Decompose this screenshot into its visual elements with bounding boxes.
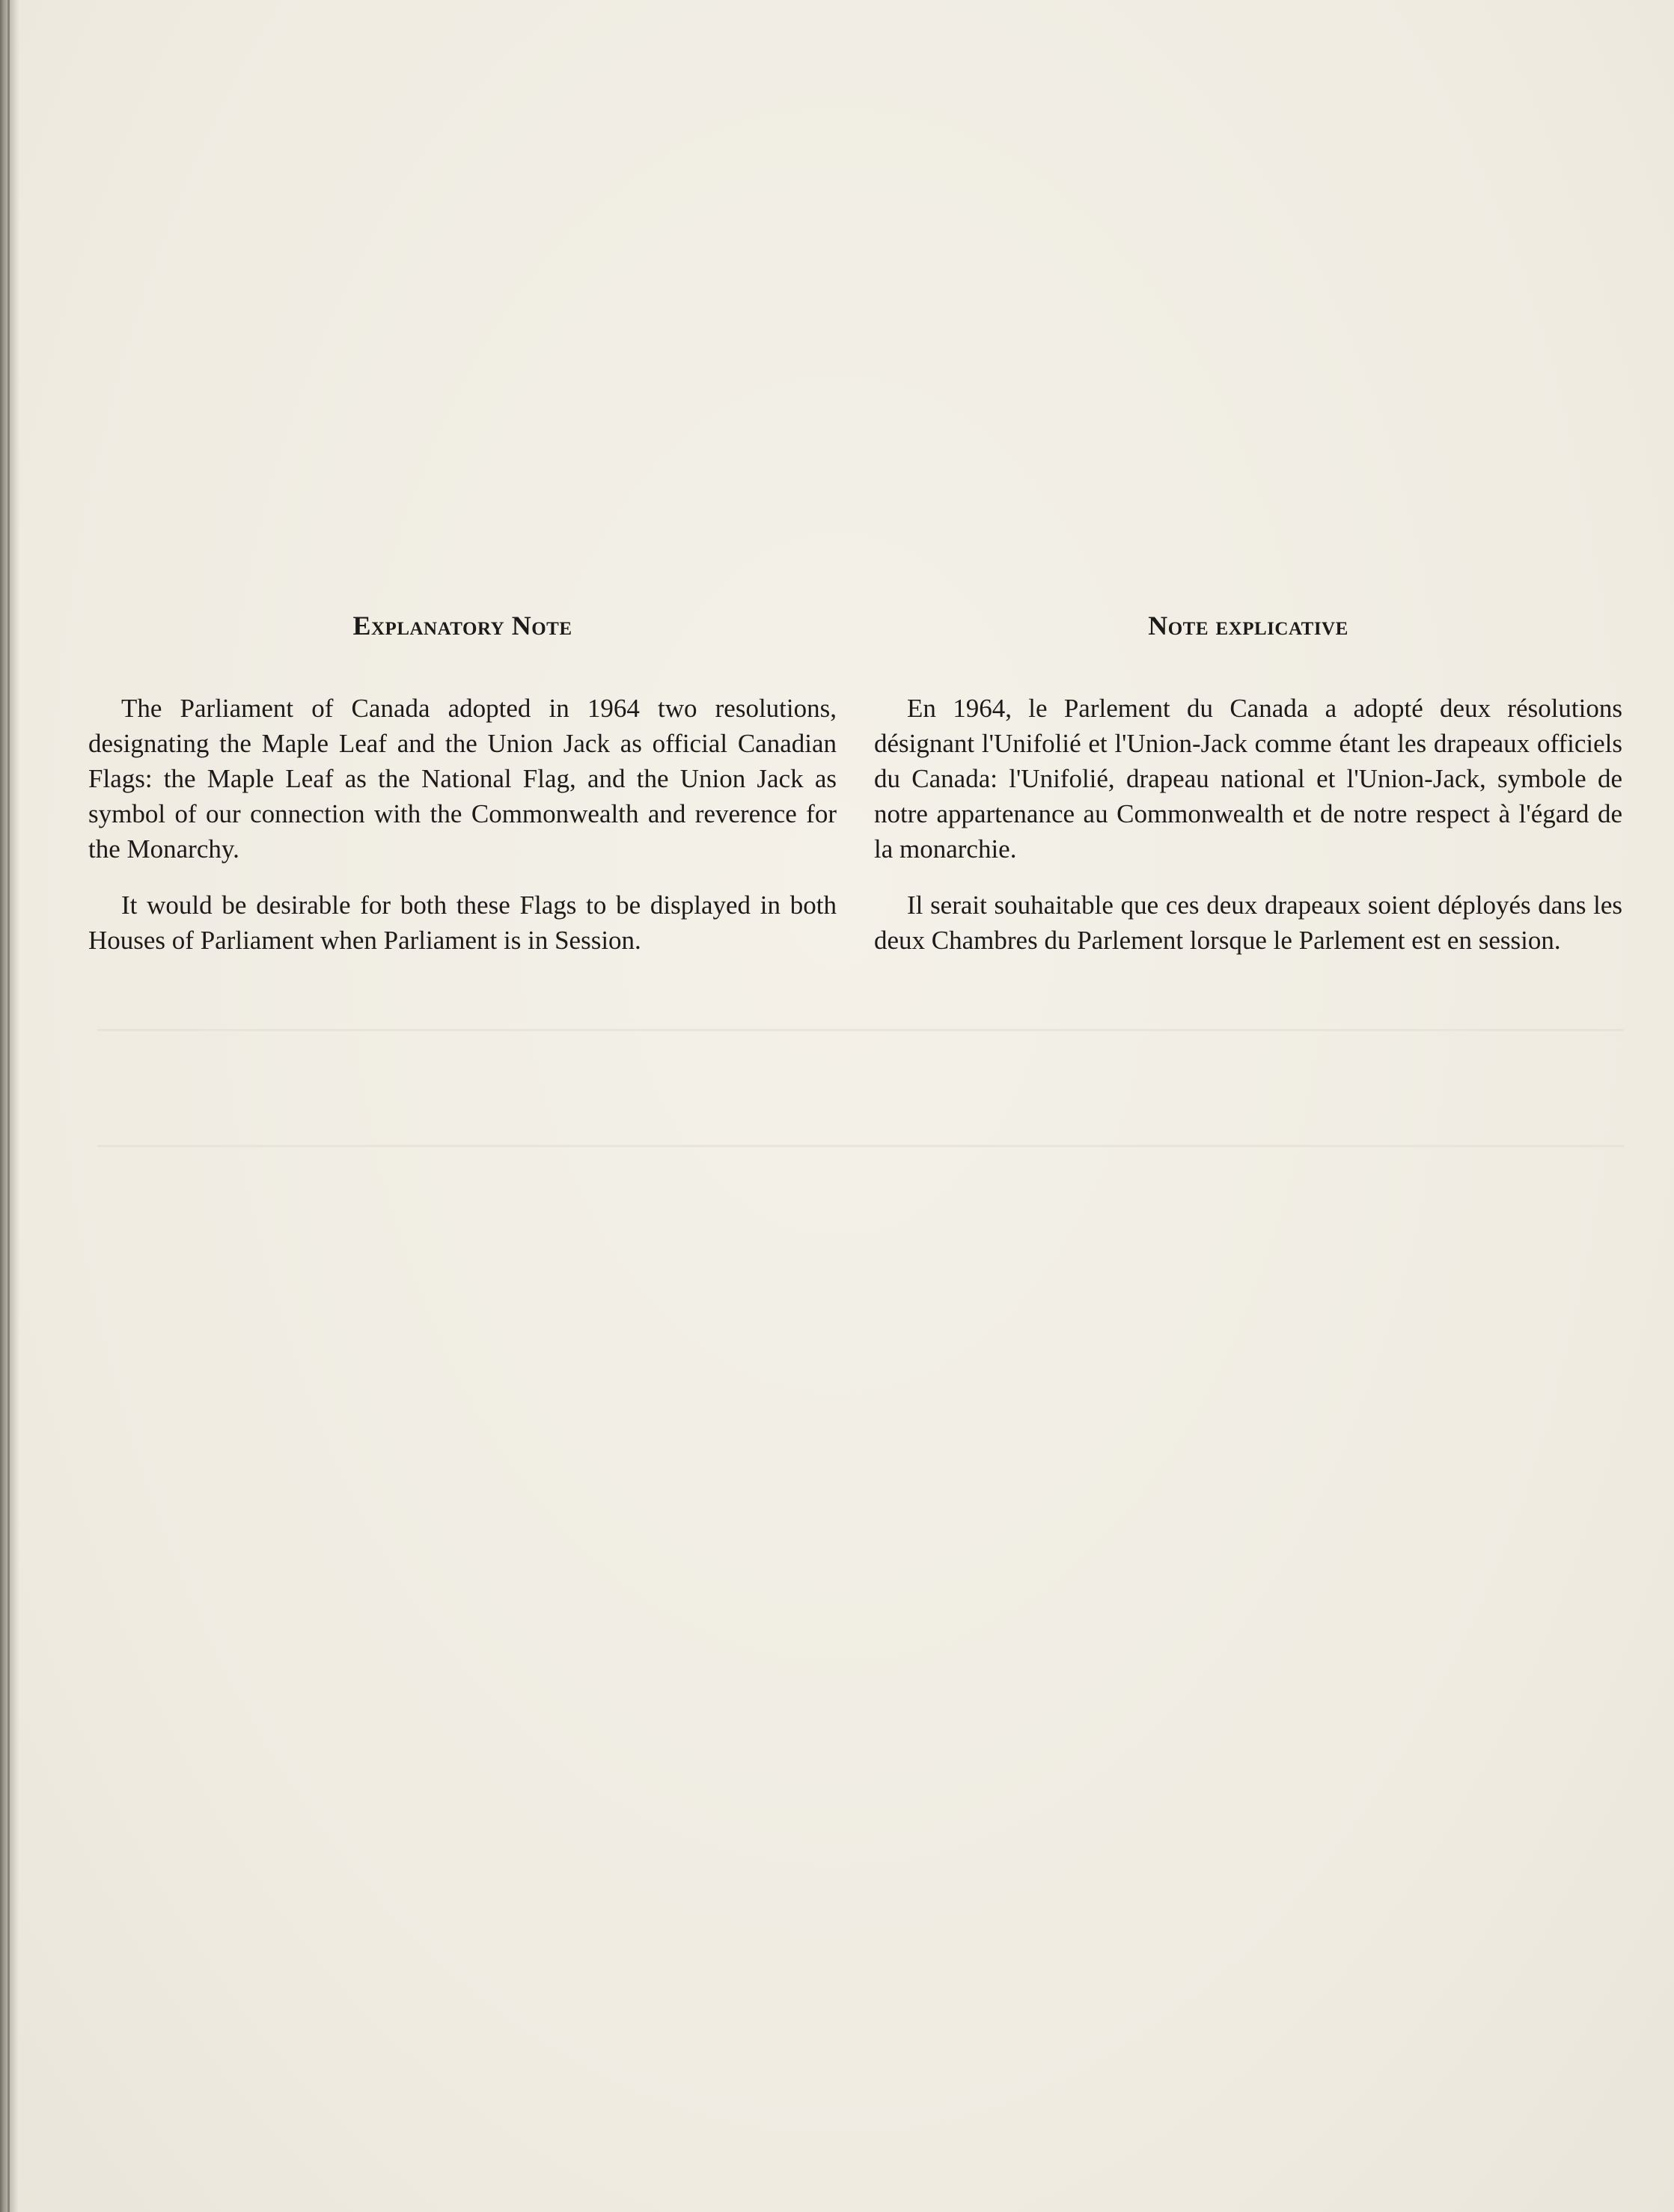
french-column [874,610,1622,958]
binding-edge [0,0,19,2212]
french-paragraph-1: En 1964, le Parlement du Canada a adopté deux résolutions désignant l'Unifolié et l'Union-Jack comme étant les drapeaux officiels du Canada: l'Unifolié, drapeau national et l'Union-Jack, symbole de notre appartenance au Commonwealth et de notre respect à l'égard de la monarchie. [874,694,1622,864]
note-explicative-heading: Note explicative [1148,611,1348,641]
bleed-through-rule-2 [97,1145,1624,1147]
english-paragraph-2: It would be desirable for both these Flags to be displayed in both Houses of Parliament when Parliament is in Session. [88,890,837,955]
binding-line [7,0,10,2212]
french-paragraph-2: Il serait souhaitable que ces deux drapeaux soient déployés dans les deux Chambres du Parlement lorsque le Parlement est en session. [874,890,1622,955]
explanatory-note-heading: Explanatory Note [352,611,572,641]
english-column [88,610,837,958]
bleed-through-rule-1 [97,1029,1624,1031]
english-paragraph-1: The Parliament of Canada adopted in 1964 two resolutions, designating the Maple Leaf and the Union Jack as official Canadian Flags: the Maple Leaf as the National Flag, and the Union Jack as symbol of our connection with the Commonwealth and reverence for the Monarchy. [88,694,837,864]
